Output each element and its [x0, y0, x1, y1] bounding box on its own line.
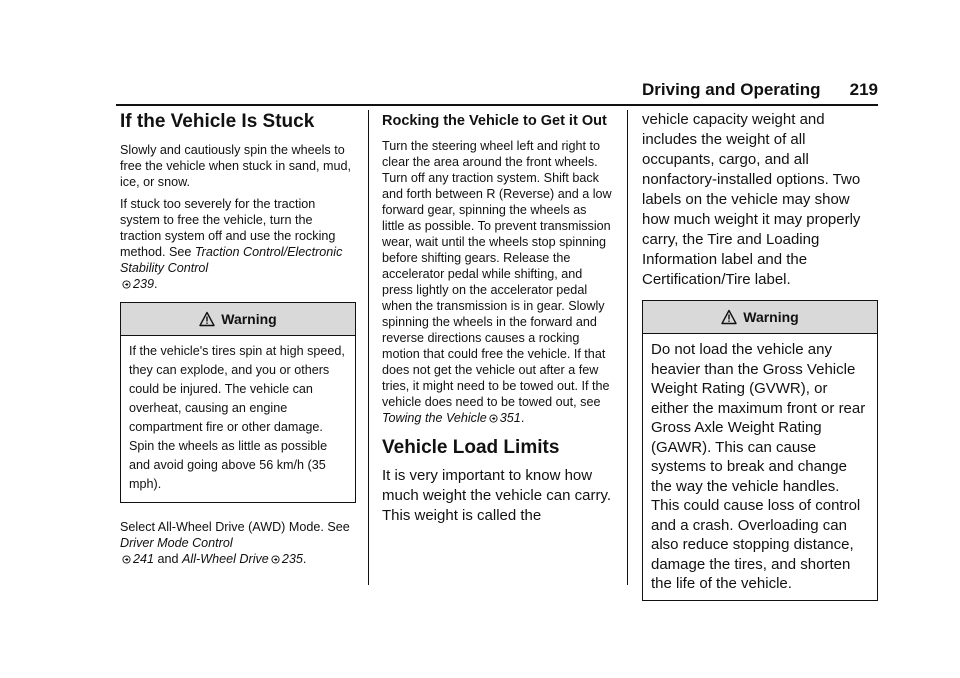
- page-reference[interactable]: 239: [133, 277, 155, 291]
- paragraph: It is very important to know how much weight the vehicle can carry. This weight is called the: [382, 467, 611, 524]
- page-reference-arrow-icon: [489, 414, 498, 423]
- page-reference[interactable]: 351: [499, 411, 521, 425]
- paragraph: Turn the steering wheel left and right to clear the area around the front wheels. Turn off any traction system. Shift back and forth between R (Reverse) and a low forward gear, spinning the wheels as little as possible. To prevent transmission wear, wait until the wheels stop spinning before shifting gears. Release the accelerator pedal while shifting, and press lightly on the accelerator pedal when the transmission is in gear. Slowly spinning the wheels in the forward and reverse directions causes a rocking motion that could free the vehicle. If that does not get the vehicle out after a few tries, it might need to be towed out. If the vehicle does need to be towed out, see Towing the Vehicle 351.: [382, 139, 612, 425]
- warning-triangle-icon: [199, 311, 215, 327]
- column-divider-2: [627, 110, 628, 585]
- column-1: [120, 110, 356, 573]
- warning-header: [643, 301, 877, 334]
- paragraph: Select All-Wheel Drive (AWD) Mode. See Driver Mode Control 241 and All-Wheel Drive 235.: [120, 520, 350, 566]
- warning-triangle-icon: [721, 309, 737, 325]
- page-reference-arrow-icon: [122, 280, 131, 289]
- column-divider-1: [368, 110, 369, 585]
- paragraph: vehicle capacity weight and includes the weight of all occupants, cargo, and all nonfactory-installed options. Two labels on the vehicle may show how much weight it may properly carry, the Tire and Loading Information label and the Certification/Tire label.: [642, 111, 861, 288]
- cross-reference-link[interactable]: Traction Control/Electronic Stability Control: [120, 245, 343, 275]
- section-title: Driving and Operating: [642, 80, 821, 99]
- warning-title: Warning: [221, 311, 277, 327]
- paragraph: Slowly and cautiously spin the wheels to free the vehicle when stuck in sand, mud, ice, or snow.: [120, 143, 352, 189]
- cross-reference-link[interactable]: Towing the Vehicle: [382, 411, 487, 425]
- page-reference-arrow-icon: [271, 555, 280, 564]
- cross-reference-link[interactable]: Driver Mode Control: [120, 536, 233, 550]
- warning-box: [120, 302, 356, 503]
- warning-box: [642, 300, 878, 601]
- warning-header: [121, 303, 355, 336]
- header-rule: [116, 104, 878, 106]
- section-heading-load-limits: Vehicle Load Limits: [382, 437, 560, 458]
- page-header: [642, 80, 878, 100]
- warning-body: If the vehicle's tires spin at high speed, they can explode, and you or others could be injured. The vehicle can overheat, causing an engine compartment fire or other damage. Spin the wheels as little as possible and avoid going above 56 km/h (35 mph).: [129, 344, 345, 491]
- cross-reference-link[interactable]: All-Wheel Drive: [182, 552, 269, 566]
- page-reference[interactable]: 235: [281, 552, 303, 566]
- page-number: 219: [849, 80, 878, 99]
- warning-title: Warning: [743, 309, 799, 325]
- column-2: [382, 110, 612, 532]
- warning-body: Do not load the vehicle any heavier than the Gross Vehicle Weight Rating (GVWR), or either the maximum front or rear Gross Axle Weight Rating (GAWR). This can cause systems to break and change the way the vehicle handles. This could cause loss of control and a crash. Overloading can also reduce stopping distance, damage the tires, and shorten the life of the vehicle.: [651, 341, 866, 592]
- section-heading-stuck: If the Vehicle Is Stuck: [120, 111, 315, 132]
- column-3: [642, 110, 878, 617]
- paragraph: If stuck too severely for the traction system to free the vehicle, turn the traction system off and use the rocking method. See Traction Control/Electronic Stability Control 239.: [120, 197, 343, 291]
- page-reference-arrow-icon: [122, 555, 131, 564]
- subsection-heading-rocking: Rocking the Vehicle to Get it Out: [382, 113, 607, 129]
- page-reference[interactable]: 241: [133, 552, 155, 566]
